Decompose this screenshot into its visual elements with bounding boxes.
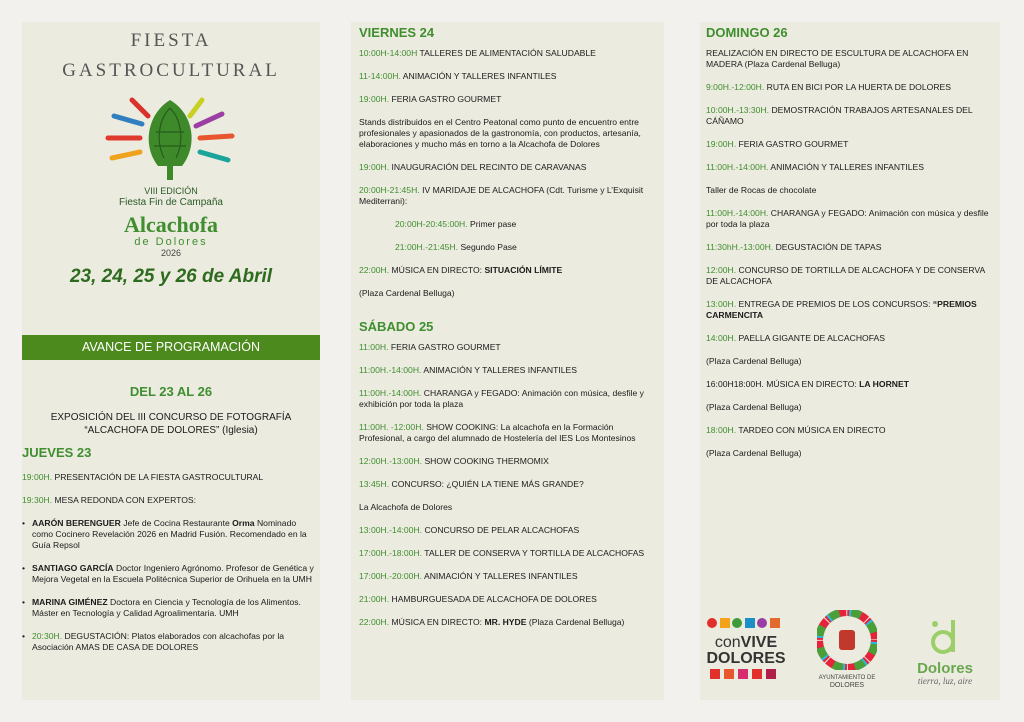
event-item: 17:00H.-20:00H. ANIMACIÓN Y TALLERES INFANTILES bbox=[359, 571, 578, 581]
range-title: DEL 23 AL 26 bbox=[129, 384, 213, 399]
artichoke-cutlery-icon bbox=[22, 86, 320, 186]
event-item: 13:45H. CONCURSO: ¿QUIÉN LA TIENE MÁS GRANDE? bbox=[359, 479, 584, 489]
event-place: (Plaza Cardenal Belluga) bbox=[706, 402, 802, 412]
letter-d-icon bbox=[925, 616, 965, 656]
thursday-section bbox=[22, 384, 320, 665]
ayuntamiento-logo: AYUNTAMIENTO DE DOLORES bbox=[812, 610, 882, 690]
event-item: 9:00H.-12:00H. RUTA EN BICI POR LA HUERTA DE DOLORES bbox=[706, 82, 952, 92]
day-heading-sunday: DOMINGO 26 bbox=[706, 25, 788, 40]
colored-letters-icon bbox=[706, 667, 786, 681]
event-item: 11:00H. FERIA GASTRO GOURMET bbox=[359, 342, 501, 352]
brand-name: Alcachofa bbox=[123, 212, 219, 237]
event-item: 11:00H.-14:00H. ANIMACIÓN Y TALLERES INFANTILES bbox=[706, 162, 924, 172]
event-item: 19:00H. INAUGURACIÓN DEL RECINTO DE CARAVANAS bbox=[359, 162, 587, 172]
speaker-item: • AARÓN BERENGUER Jefe de Cocina Restaurante Orma Nominado como Cocinero Revelación 2026 en Madrid Fusión. Recomendado en la Guía Repsol bbox=[22, 518, 314, 551]
day-heading-thursday: JUEVES 23 bbox=[22, 445, 92, 460]
event-item: 11:00H.-14:00H. CHARANGA y FEGADO: Animación con música, desfile y exhibición por toda la plaza bbox=[359, 388, 644, 409]
event-subitem: 20:00H-20:45:00H. Primer pase bbox=[395, 219, 517, 229]
event-item: 19:00H. PRESENTACIÓN DE LA FIESTA GASTROCULTURAL bbox=[22, 472, 264, 482]
sdg-wheel-icon bbox=[817, 610, 877, 670]
event-note: Taller de Rocas de chocolate bbox=[706, 185, 817, 195]
event-item: 11:00H.-14:00H. CHARANGA y FEGADO: Animación con música y desfile por toda la plaza bbox=[706, 208, 989, 229]
event-item: 17:00H.-18:00H. TALLER DE CONSERVA Y TORTILLA DE ALCACHOFAS bbox=[359, 548, 645, 558]
expo-line-1: EXPOSICIÓN DEL III CONCURSO DE FOTOGRAFÍA bbox=[50, 412, 292, 423]
day-heading-friday: VIERNES 24 bbox=[359, 25, 435, 40]
edition-subtitle: Fiesta Fin de Campaña bbox=[119, 197, 223, 208]
event-item: 12:00H.-13:00H. SHOW COOKING THERMOMIX bbox=[359, 456, 549, 466]
event-item: 10:00H.-13:30H. DEMOSTRACIÓN TRABAJOS ARTESANALES DEL CÁÑAMO bbox=[706, 105, 973, 126]
event-item: 18:00H. TARDEO CON MÚSICA EN DIRECTO bbox=[706, 425, 886, 435]
event-subitem: 21:00H.-21:45H. Segundo Pase bbox=[395, 242, 517, 252]
event-item: 19:00H. FERIA GASTRO GOURMET bbox=[706, 139, 849, 149]
event-item: 11:00H. -12:00H. SHOW COOKING: La alcachofa en la Formación Profesional, a cargo del alumnado de Hostelería del IES Los Montesinos bbox=[359, 422, 636, 443]
event-item: 13:00H. ENTREGA DE PREMIOS DE LOS CONCURSOS: “PREMIOS CARMENCITA bbox=[706, 299, 977, 320]
program-banner: AVANCE DE PROGRAMACIÓN bbox=[22, 335, 320, 360]
event-item: 16:00H18:00H. MÚSICA EN DIRECTO: LA HORNET bbox=[706, 379, 909, 389]
event-item: 22:00H. MÚSICA EN DIRECTO: MR. HYDE (Plaza Cardenal Belluga) bbox=[359, 617, 625, 627]
event-place: (Plaza Cardenal Belluga) bbox=[706, 356, 802, 366]
event-item: 11:30hH.-13:00H. DEGUSTACIÓN DE TAPAS bbox=[706, 242, 882, 252]
speaker-item: • SANTIAGO GARCÍA Doctor Ingeniero Agrónomo. Profesor de Genética y Mejora Vegetal en la Escuela Politécnica Superior de Orihuela en la UMH bbox=[22, 563, 314, 585]
title-line-1: FIESTA bbox=[130, 30, 212, 51]
day-heading-saturday: SÁBADO 25 bbox=[359, 319, 434, 334]
expo-line-2: “ALCACHOFA DE DOLORES” (Iglesia) bbox=[84, 425, 258, 436]
event-item: REALIZACIÓN EN DIRECTO DE ESCULTURA DE ALCACHOFA EN MADERA (Plaza Cardenal Belluga) bbox=[706, 48, 969, 69]
title-line-2: GASTROCULTURAL bbox=[62, 60, 280, 81]
event-item: 11:00H.-14:00H. ANIMACIÓN Y TALLERES INFANTILES bbox=[359, 365, 577, 375]
speaker-item: • MARINA GIMÉNEZ Doctora en Ciencia y Tecnología de los Alimentos. Máster en Tecnología y Calidad Agroalimentaria. UMH bbox=[22, 597, 314, 619]
stands-description: Stands distribuidos en el Centro Peatonal como punto de encuentro entre profesionales y apasionados de la gastronomía, con productos, artesanía, elaboraciones y mucho más en torno a la Alcachofa de Dolores bbox=[359, 117, 641, 149]
dolores-tourism-logo: Dolores tierra, luz, aire bbox=[900, 616, 990, 687]
event-item: 10:00H-14:00H TALLERES DE ALIMENTACIÓN SALUDABLE bbox=[359, 48, 596, 58]
brand-year: 2026 bbox=[160, 248, 182, 258]
event-item: • 20:30H. DEGUSTACIÓN: Platos elaborados con alcachofas por la Asociación AMAS DE CASA DE DOLORES bbox=[22, 631, 314, 653]
colored-shapes-icon bbox=[706, 616, 786, 630]
sponsor-logos bbox=[700, 616, 1000, 696]
event-item: 22:00H. MÚSICA EN DIRECTO: SITUACIÓN LÍMITE bbox=[359, 265, 563, 275]
event-note: La Alcachofa de Dolores bbox=[359, 502, 453, 512]
edition-label: VIII EDICIÓN bbox=[144, 186, 198, 196]
event-item: 13:00H.-14:00H. CONCURSO DE PELAR ALCACHOFAS bbox=[359, 525, 580, 535]
event-item: 12:00H. CONCURSO DE TORTILLA DE ALCACHOFA Y DE CONSERVA DE ALCACHOFA bbox=[706, 265, 985, 286]
event-item: 21:00H. HAMBURGUESADA DE ALCACHOFA DE DOLORES bbox=[359, 594, 597, 604]
event-item: 14:00H. PAELLA GIGANTE DE ALCACHOFAS bbox=[706, 333, 885, 343]
cover-panel bbox=[22, 22, 320, 700]
event-item: 19:00H. FERIA GASTRO GOURMET bbox=[359, 94, 502, 104]
festival-dates: 23, 24, 25 y 26 de Abril bbox=[69, 266, 273, 287]
event-item: 19:30H. MESA REDONDA CON EXPERTOS: bbox=[22, 495, 197, 505]
event-place: (Plaza Cardenal Belluga) bbox=[706, 448, 802, 458]
event-item: 20:00H-21:45H. IV MARIDAJE DE ALCACHOFA (Cdt. Turisme y L’Exquisit Mediterrani): bbox=[359, 185, 644, 206]
event-place: (Plaza Cardenal Belluga) bbox=[359, 288, 455, 298]
friday-saturday-panel bbox=[351, 22, 664, 700]
convive-dolores-logo: conVIVE DOLORES bbox=[706, 616, 786, 686]
brand-subtitle: de Dolores bbox=[134, 236, 208, 248]
sunday-panel bbox=[700, 22, 1000, 700]
event-item: 11-14:00H. ANIMACIÓN Y TALLERES INFANTILES bbox=[359, 71, 557, 81]
